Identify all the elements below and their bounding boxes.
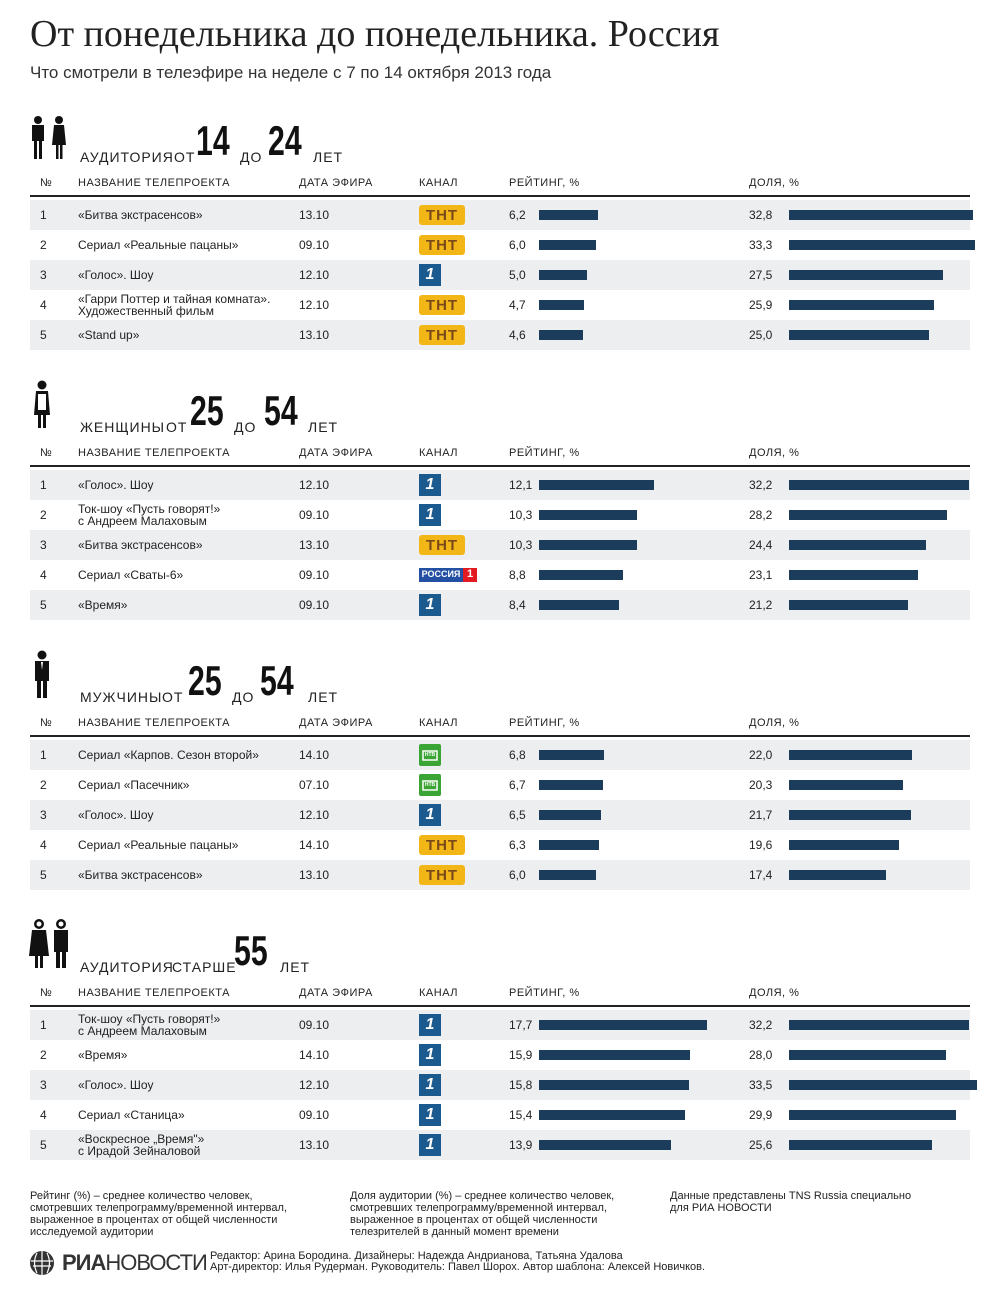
- share-value: 25,6: [749, 1138, 773, 1152]
- first-channel-logo-icon: [419, 264, 441, 286]
- share-bar: [789, 1140, 932, 1150]
- row-rank: 2: [40, 1048, 47, 1062]
- share-value: 25,9: [749, 298, 773, 312]
- program-name: «Время»: [78, 1048, 128, 1062]
- program-name: «Голос». Шоу: [78, 478, 154, 492]
- rossiya-logo-number: 1: [466, 568, 474, 580]
- rating-value: 13,9: [509, 1138, 533, 1152]
- col-date: ДАТА ЭФИРА: [299, 987, 373, 999]
- row-rank: 1: [40, 1018, 47, 1032]
- share-bar: [789, 240, 975, 250]
- rating-value: 10,3: [509, 508, 533, 522]
- air-date: 13.10: [299, 1138, 330, 1152]
- rating-bar: [539, 330, 583, 340]
- air-date: 09.10: [299, 238, 330, 252]
- heading-unit: ЛЕТ: [308, 689, 339, 705]
- table-row: [30, 230, 970, 260]
- row-rank: 4: [40, 568, 47, 582]
- air-date: 13.10: [299, 538, 330, 552]
- share-value: 17,4: [749, 868, 773, 882]
- rating-value: 6,7: [509, 778, 526, 792]
- table-row: [30, 740, 970, 770]
- share-bar: [789, 1080, 977, 1090]
- program-name: Сериал «Сваты-6»: [78, 568, 184, 582]
- rating-value: 4,6: [509, 328, 526, 342]
- rating-value: 15,4: [509, 1108, 533, 1122]
- share-bar: [789, 780, 903, 790]
- rating-bar: [539, 1020, 707, 1030]
- col-rating: РЕЙТИНГ, %: [509, 987, 580, 999]
- share-bar: [789, 540, 926, 550]
- table-row: [30, 290, 970, 320]
- heading-unit: ЛЕТ: [313, 149, 344, 165]
- first-channel-logo-text: 1: [425, 506, 435, 523]
- col-rating: РЕЙТИНГ, %: [509, 447, 580, 459]
- share-value: 21,2: [749, 598, 773, 612]
- air-date: 13.10: [299, 208, 330, 222]
- rating-bar: [539, 840, 599, 850]
- page-subtitle: Что смотрели в телеэфире на неделе с 7 по 14 октября 2013 года: [30, 63, 552, 82]
- tnt-logo-icon: [419, 864, 465, 886]
- program-name: «Время»: [78, 598, 128, 612]
- air-date: 09.10: [299, 568, 330, 582]
- share-bar: [789, 270, 943, 280]
- tnt-logo-icon: [419, 294, 465, 316]
- first-channel-logo-text: 1: [425, 596, 435, 613]
- col-share: ДОЛЯ, %: [749, 447, 800, 459]
- col-share: ДОЛЯ, %: [749, 717, 800, 729]
- share-value: 32,8: [749, 208, 773, 222]
- share-value: 21,7: [749, 808, 773, 822]
- heading-from-number: 55: [234, 927, 268, 974]
- share-value: 28,0: [749, 1048, 773, 1062]
- share-value: 29,9: [749, 1108, 773, 1122]
- share-bar: [789, 1050, 946, 1060]
- share-bar: [789, 750, 912, 760]
- table-row: [30, 320, 970, 350]
- woman-icon: [30, 380, 60, 432]
- table-header: [30, 987, 970, 1007]
- ria-logo-ria: РИА: [62, 1250, 106, 1275]
- col-name: НАЗВАНИЕ ТЕЛЕПРОЕКТА: [78, 447, 230, 459]
- air-date: 12.10: [299, 1078, 330, 1092]
- tnt-logo-text: ТНТ: [425, 837, 459, 854]
- program-name: «Гарри Поттер и тайная комната». Художественный фильм: [78, 292, 271, 318]
- share-bar: [789, 570, 918, 580]
- col-channel: КАНАЛ: [419, 717, 458, 729]
- row-rank: 1: [40, 208, 47, 222]
- program-name: «Голос». Шоу: [78, 1078, 154, 1092]
- first-channel-logo-icon: [419, 1044, 441, 1066]
- rossiya-logo-icon: [419, 568, 477, 590]
- table-row: [30, 590, 970, 620]
- air-date: 14.10: [299, 838, 330, 852]
- tnt-logo-icon: [419, 834, 465, 856]
- first-channel-logo-text: 1: [425, 266, 435, 283]
- tnt-logo-icon: [419, 324, 465, 346]
- col-name: НАЗВАНИЕ ТЕЛЕПРОЕКТА: [78, 717, 230, 729]
- table-row: [30, 200, 970, 230]
- table-row: [30, 1100, 970, 1130]
- heading-pre: ЖЕНЩИНЫ: [80, 419, 166, 435]
- row-rank: 3: [40, 1078, 47, 1092]
- program-name: Ток-шоу «Пусть говорят!» с Андреем Малаховым: [78, 502, 221, 528]
- table-row: [30, 830, 970, 860]
- rating-value: 15,9: [509, 1048, 533, 1062]
- air-date: 12.10: [299, 298, 330, 312]
- row-rank: 3: [40, 808, 47, 822]
- first-channel-logo-text: 1: [425, 1016, 435, 1033]
- rating-bar: [539, 1080, 689, 1090]
- share-value: 24,4: [749, 538, 773, 552]
- air-date: 12.10: [299, 808, 330, 822]
- tnt-logo-icon: [419, 204, 465, 226]
- program-name: «Stand up»: [78, 328, 140, 342]
- program-name: «Воскресное „Время"» с Ирадой Зейналовой: [78, 1132, 205, 1158]
- table-row: [30, 530, 970, 560]
- row-rank: 2: [40, 778, 47, 792]
- program-name: «Битва экстрасенсов»: [78, 538, 203, 552]
- rating-value: 10,3: [509, 538, 533, 552]
- row-rank: 2: [40, 508, 47, 522]
- rating-bar: [539, 480, 654, 490]
- heading-to-word: ДО: [240, 149, 263, 165]
- share-value: 28,2: [749, 508, 773, 522]
- heading-to-number: 24: [268, 117, 302, 164]
- teen-couple-icon: [26, 115, 76, 163]
- row-rank: 4: [40, 838, 47, 852]
- col-num: №: [40, 717, 53, 729]
- heading-from-word: СТАРШЕ: [172, 959, 237, 975]
- col-date: ДАТА ЭФИРА: [299, 717, 373, 729]
- tnt-logo-text: ТНТ: [425, 327, 459, 344]
- tnt-logo-text: ТНТ: [425, 297, 459, 314]
- rating-bar: [539, 1110, 685, 1120]
- program-name: Сериал «Реальные пацаны»: [78, 838, 239, 852]
- section-heading: [78, 927, 578, 987]
- elderly-couple-icon: [26, 918, 76, 972]
- heading-to-word: ДО: [234, 419, 257, 435]
- table-row: [30, 1010, 970, 1040]
- heading-pre: АУДИТОРИЯ: [80, 959, 174, 975]
- tnt-logo-text: ТНТ: [425, 537, 459, 554]
- tnt-logo-icon: [419, 234, 465, 256]
- share-bar: [789, 1020, 969, 1030]
- rating-bar: [539, 300, 584, 310]
- share-bar: [789, 300, 934, 310]
- col-name: НАЗВАНИЕ ТЕЛЕПРОЕКТА: [78, 177, 230, 189]
- program-name: Сериал «Пасечник»: [78, 778, 190, 792]
- row-rank: 5: [40, 598, 47, 612]
- section-55-plus: [0, 925, 998, 1175]
- first-channel-logo-icon: [419, 1104, 441, 1126]
- share-bar: [789, 210, 973, 220]
- program-name: «Голос». Шоу: [78, 268, 154, 282]
- air-date: 09.10: [299, 598, 330, 612]
- table-row: [30, 560, 970, 590]
- col-date: ДАТА ЭФИРА: [299, 177, 373, 189]
- tnt-logo-text: ТНТ: [425, 207, 459, 224]
- section-heading: [78, 117, 578, 177]
- tnt-logo-text: ТНТ: [425, 237, 459, 254]
- footnote-source: Данные представлены TNS Russia специально для РИА НОВОСТИ: [670, 1190, 912, 1214]
- first-channel-logo-text: 1: [425, 1106, 435, 1123]
- air-date: 07.10: [299, 778, 330, 792]
- row-rank: 4: [40, 298, 47, 312]
- col-rating: РЕЙТИНГ, %: [509, 177, 580, 189]
- row-rank: 1: [40, 748, 47, 762]
- credits-line-1: Редактор: Арина Бородина. Дизайнеры: Надежда Андрианова, Татьяна Удалова: [210, 1250, 623, 1262]
- rating-bar: [539, 510, 637, 520]
- rating-value: 8,4: [509, 598, 526, 612]
- share-value: 19,6: [749, 838, 773, 852]
- first-channel-logo-text: 1: [425, 476, 435, 493]
- first-channel-logo-text: 1: [425, 806, 435, 823]
- col-name: НАЗВАНИЕ ТЕЛЕПРОЕКТА: [78, 987, 230, 999]
- row-rank: 5: [40, 328, 47, 342]
- col-num: №: [40, 447, 53, 459]
- table-row: [30, 470, 970, 500]
- air-date: 12.10: [299, 478, 330, 492]
- heading-from-word: ОТ: [174, 149, 196, 165]
- rating-value: 6,5: [509, 808, 526, 822]
- row-rank: 5: [40, 868, 47, 882]
- col-num: №: [40, 177, 53, 189]
- rating-value: 6,0: [509, 238, 526, 252]
- share-bar: [789, 810, 911, 820]
- ria-globe-icon: [29, 1250, 59, 1276]
- section-heading: [78, 657, 578, 717]
- heading-from-number: 14: [196, 117, 230, 164]
- share-value: 33,5: [749, 1078, 773, 1092]
- air-date: 14.10: [299, 1048, 330, 1062]
- row-rank: 1: [40, 478, 47, 492]
- share-value: 32,2: [749, 1018, 773, 1032]
- program-name: Ток-шоу «Пусть говорят!» с Андреем Малаховым: [78, 1012, 221, 1038]
- rating-value: 6,8: [509, 748, 526, 762]
- credits-line-2: Арт-директор: Илья Рудерман. Руководитель: Павел Шорох. Автор шаблона: Алексей Новичков.: [210, 1261, 706, 1273]
- table-header: [30, 447, 970, 467]
- air-date: 09.10: [299, 1018, 330, 1032]
- rating-bar: [539, 1140, 671, 1150]
- first-channel-logo-text: 1: [425, 1136, 435, 1153]
- col-channel: КАНАЛ: [419, 177, 458, 189]
- rating-bar: [539, 540, 637, 550]
- rating-value: 17,7: [509, 1018, 533, 1032]
- page-title: От понедельника до понедельника. Россия: [30, 13, 720, 55]
- first-channel-logo-icon: [419, 1014, 441, 1036]
- share-bar: [789, 600, 908, 610]
- share-bar: [789, 840, 899, 850]
- heading-pre: МУЖЧИНЫ: [80, 689, 163, 705]
- rating-bar: [539, 270, 587, 280]
- ntv-logo-text: НТВ: [424, 752, 436, 758]
- share-value: 22,0: [749, 748, 773, 762]
- air-date: 14.10: [299, 748, 330, 762]
- share-value: 20,3: [749, 778, 773, 792]
- tnt-logo-icon: [419, 534, 465, 556]
- row-rank: 2: [40, 238, 47, 252]
- table-header: [30, 717, 970, 737]
- rating-bar: [539, 750, 604, 760]
- heading-unit: ЛЕТ: [308, 419, 339, 435]
- row-rank: 5: [40, 1138, 47, 1152]
- heading-from-word: ОТ: [166, 419, 188, 435]
- rating-value: 6,2: [509, 208, 526, 222]
- heading-pre: АУДИТОРИЯ: [80, 149, 174, 165]
- rating-bar: [539, 240, 596, 250]
- table-row: [30, 770, 970, 800]
- share-bar: [789, 1110, 956, 1120]
- program-name: «Голос». Шоу: [78, 808, 154, 822]
- first-channel-logo-text: 1: [425, 1076, 435, 1093]
- table-row: [30, 1130, 970, 1160]
- tnt-logo-text: ТНТ: [425, 867, 459, 884]
- air-date: 09.10: [299, 508, 330, 522]
- table-row: [30, 1070, 970, 1100]
- share-value: 27,5: [749, 268, 773, 282]
- ntv-logo-text: НТВ: [424, 782, 436, 788]
- row-rank: 4: [40, 1108, 47, 1122]
- rating-bar: [539, 780, 603, 790]
- section-men-25-54: [0, 655, 998, 905]
- man-icon: [30, 650, 60, 702]
- table-row: [30, 800, 970, 830]
- first-channel-logo-icon: [419, 1074, 441, 1096]
- heading-unit: ЛЕТ: [280, 959, 311, 975]
- share-bar: [789, 480, 969, 490]
- ntv-logo-icon: [419, 774, 441, 796]
- col-channel: КАНАЛ: [419, 447, 458, 459]
- program-name: «Битва экстрасенсов»: [78, 868, 203, 882]
- rating-bar: [539, 1050, 690, 1060]
- heading-to-number: 54: [260, 657, 294, 704]
- rating-value: 6,0: [509, 868, 526, 882]
- first-channel-logo-icon: [419, 594, 441, 616]
- col-num: №: [40, 987, 53, 999]
- section-women-25-54: [0, 385, 998, 635]
- row-rank: 3: [40, 538, 47, 552]
- rating-value: 12,1: [509, 478, 533, 492]
- table-row: [30, 260, 970, 290]
- share-value: 32,2: [749, 478, 773, 492]
- ria-logo-novosti: НОВОСТИ: [105, 1250, 207, 1275]
- rating-bar: [539, 570, 623, 580]
- col-date: ДАТА ЭФИРА: [299, 447, 373, 459]
- table-header: [30, 177, 970, 197]
- heading-to-word: ДО: [232, 689, 255, 705]
- section-heading: [78, 387, 578, 447]
- col-share: ДОЛЯ, %: [749, 177, 800, 189]
- footnote-share: Доля аудитории (%) – среднее количество человек, смотревших телепрограмму/временной интервал, выраженное в процентах от общей численности телезрителей в данный момент времени: [350, 1190, 615, 1238]
- program-name: Сериал «Реальные пацаны»: [78, 238, 239, 252]
- table-row: [30, 860, 970, 890]
- rating-value: 15,8: [509, 1078, 533, 1092]
- first-channel-logo-icon: [419, 804, 441, 826]
- col-share: ДОЛЯ, %: [749, 987, 800, 999]
- heading-from-number: 25: [190, 387, 224, 434]
- share-value: 23,1: [749, 568, 773, 582]
- rating-value: 8,8: [509, 568, 526, 582]
- first-channel-logo-text: 1: [425, 1046, 435, 1063]
- table-row: [30, 500, 970, 530]
- col-channel: КАНАЛ: [419, 987, 458, 999]
- program-name: Сериал «Карпов. Сезон второй»: [78, 748, 259, 762]
- first-channel-logo-icon: [419, 474, 441, 496]
- air-date: 09.10: [299, 1108, 330, 1122]
- air-date: 13.10: [299, 868, 330, 882]
- row-rank: 3: [40, 268, 47, 282]
- footnote-rating: Рейтинг (%) – среднее количество человек, смотревших телепрограмму/временной интервал, выраженное в процентах от общей численности исследуемой аудитории: [30, 1190, 287, 1238]
- rating-value: 5,0: [509, 268, 526, 282]
- heading-from-number: 25: [188, 657, 222, 704]
- rating-bar: [539, 210, 598, 220]
- air-date: 12.10: [299, 268, 330, 282]
- section-14-24: [0, 115, 998, 365]
- air-date: 13.10: [299, 328, 330, 342]
- rating-bar: [539, 600, 619, 610]
- share-bar: [789, 510, 947, 520]
- rating-bar: [539, 810, 601, 820]
- rating-bar: [539, 870, 596, 880]
- ria-logo: [62, 1250, 207, 1276]
- ntv-logo-icon: [419, 744, 441, 766]
- rating-value: 6,3: [509, 838, 526, 852]
- table-row: [30, 1040, 970, 1070]
- share-bar: [789, 330, 929, 340]
- first-channel-logo-icon: [419, 504, 441, 526]
- program-name: Сериал «Станица»: [78, 1108, 185, 1122]
- rating-value: 4,7: [509, 298, 526, 312]
- heading-from-word: ОТ: [162, 689, 184, 705]
- program-name: «Битва экстрасенсов»: [78, 208, 203, 222]
- rossiya-logo-text: РОССИЯ: [421, 569, 461, 579]
- first-channel-logo-icon: [419, 1134, 441, 1156]
- share-bar: [789, 870, 886, 880]
- heading-to-number: 54: [264, 387, 298, 434]
- share-value: 25,0: [749, 328, 773, 342]
- share-value: 33,3: [749, 238, 773, 252]
- col-rating: РЕЙТИНГ, %: [509, 717, 580, 729]
